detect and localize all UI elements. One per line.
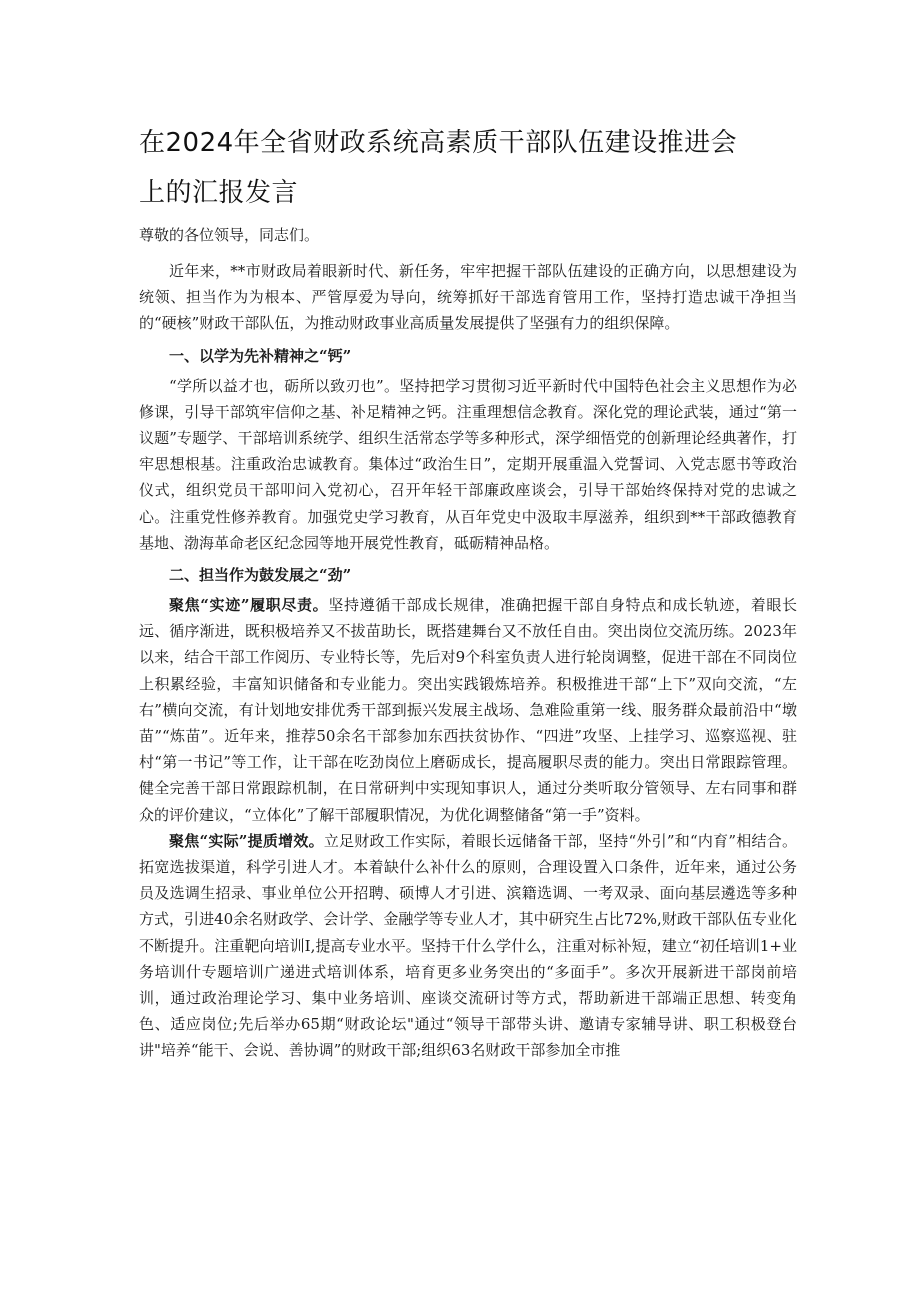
section-1-paragraph: “学所以益才也，砺所以致刃也”。坚持把学习贯彻习近平新时代中国特色社会主义思想作为必修课，引导干部筑牢信仰之基、补足精神之钙。注重理想信念教育。深化党的理论武装，通过“第一议题”专题学、干部培训系统学、组织生活常态学等多种形式，深学细悟党的创新理论经典著作，打牢思想根基。注重政治忠诚教育。集体过“政治生日”，定期开展重温入党誓词、入党志愿书等政治仪式，组织党员干部叩问入党初心，召开年轻干部廉政座谈会，引导干部始终保持对党的忠诚之心。注重党性修养教育。加强党史学习教育，从百年党史中汲取丰厚滋养，组织到**干部政德教育基地、渤海革命老区纪念园等地开展党性教育，砥砺精神品格。 (139, 376, 797, 552)
title-line-2: 上的汇报发言 (139, 178, 299, 208)
title-line-1: 在2024年全省财政系统高素质干部队伍建设推进会 (139, 128, 738, 158)
salutation: 尊敬的各位领导，同志们。 (139, 226, 320, 244)
document-title (139, 118, 797, 218)
paragraph-1-lead: 聚焦“实迹”履职尽责。 (169, 596, 329, 615)
paragraph-2-lead: 聚焦“实际”提质增效。 (169, 831, 324, 850)
section-2-heading: 二、担当作为鼓发展之“劲” (169, 566, 352, 585)
document-page (139, 118, 797, 1064)
intro-paragraph: 近年来，**市财政局着眼新时代、新任务，牢牢把握干部队伍建设的正确方向，以思想建设为统领、担当作为为根本、严管厚爱为导向，统筹抓好干部选育管用工作，坚持打造忠诚干净担当的“硬核”财政干部队伍，为推动财政事业高质量发展提供了坚强有力的组织保障。 (139, 262, 797, 333)
paragraph-2-body: 立足财政工作实际，着眼长远储备干部，坚持“外引”和“内育”相结合。拓宽选拔渠道，科学引进人才。本着缺什么补什么的原则，合理设置入口条件，近年来，通过公务员及选调生招录、事业单位公开招聘、硕博人才引进、滨籍选调、一考双录、面向基层遴选等多种方式，引进40余名财政学、会计学、金融学等专业人才，其中研究生占比72%,财政干部队伍专业化不断提升。注重靶向培训I,提高专业水平。坚持干什么学什么，注重对标补短，建立“初任培训1+业务培训什专题培训广递进式培训体系，培育更多业务突出的“多面手”。多次开展新进干部岗前培训，通过政治理论学习、集中业务培训、座谈交流研讨等方式，帮助新进干部端正思想、转变角色、适应岗位;先后举办65期“财政论坛"通过“领导干部带头讲、邀请专家辅导讲、职工积极登台讲"培养“能干、会说、善协调”的财政干部;组织63名财政干部参加全市推 (139, 831, 797, 1060)
section-2-paragraph-2 (139, 828, 797, 1064)
section-2-paragraph-1 (139, 592, 797, 828)
paragraph-1-body: 坚持遵循干部成长规律，准确把握干部自身特点和成长轨迹，着眼长远、循序渐进，既积极培养又不拔苗助长，既搭建舞台又不放任自由。突出岗位交流历练。2023年以来，结合干部工作阅历、专业特长等，先后对9个科室负责人进行轮岗调整，促进干部在不同岗位上积累经验，丰富知识储备和专业能力。突出实践锻炼培养。积极推进干部“上下”双向交流，“左右”横向交流，有计划地安排优秀干部到振兴发展主战场、急难险重第一线、服务群众最前沿中“墩苗”“炼苗”。近年来，推荐50余名干部参加东西扶贫协作、“四进”攻坚、上挂学习、巡察巡视、驻村“第一书记”等工作，让干部在吃劲岗位上磨砺成长，提高履职尽责的能力。突出日常跟踪管理。健全完善干部日常跟踪机制，在日常研判中实现知事识人，通过分类听取分管领导、左右同事和群众的评价建议，“立体化”了解干部履职情况，为优化调整储备“第一手”资料。 (139, 596, 797, 824)
section-1-heading: 一、以学为先补精神之“钙” (169, 346, 352, 365)
